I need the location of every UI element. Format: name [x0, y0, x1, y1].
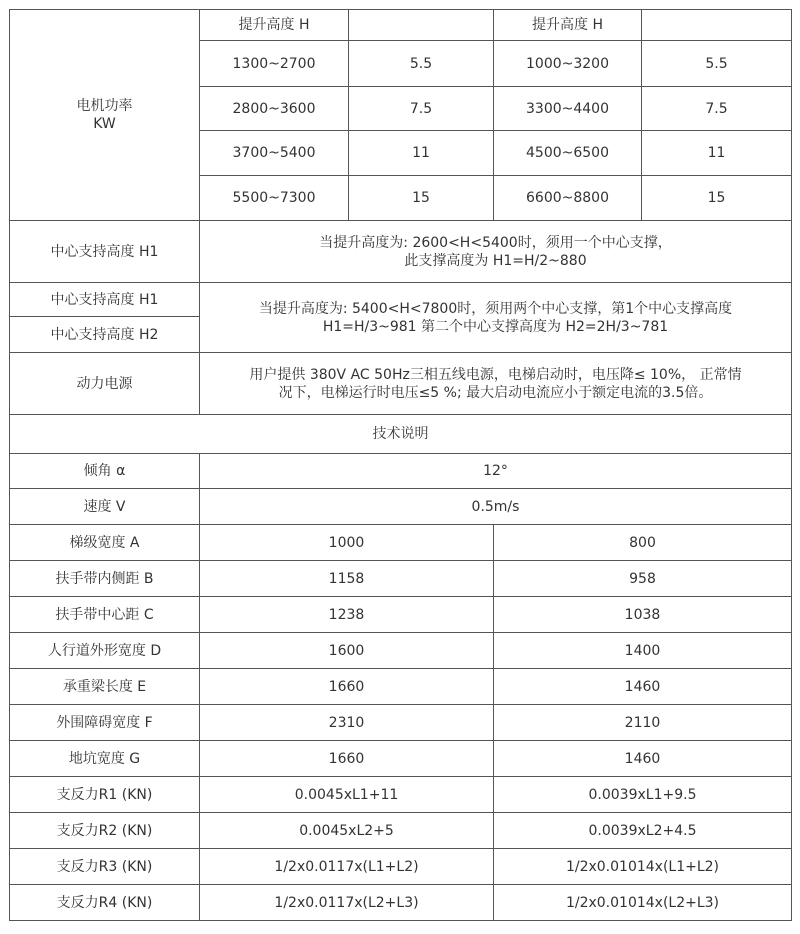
dim-row: [10, 813, 792, 849]
dim-label: 地坑宽度 G: [10, 741, 200, 777]
dim-value-1: 0.0045xL2+5: [200, 813, 494, 849]
dim-label: 人行道外形宽度 D: [10, 633, 200, 669]
dim-value-2: 0.0039xL1+9.5: [494, 777, 792, 813]
span-value: 0.5m/s: [200, 489, 792, 525]
dim-label: 支反力R4 (KN): [10, 885, 200, 921]
dim-label: 扶手带中心距 C: [10, 597, 200, 633]
right-kw: 11: [642, 131, 792, 176]
lift-height-header-right-value: [642, 10, 792, 41]
dim-value-2: 1/2x0.01014x(L1+L2): [494, 849, 792, 885]
dim-row: [10, 597, 792, 633]
support-two-row-1: [10, 283, 792, 317]
dim-row: [10, 669, 792, 705]
dim-value-1: 2310: [200, 705, 494, 741]
dim-value-2: 1460: [494, 669, 792, 705]
support-h1-note: [200, 221, 792, 283]
left-kw: 7.5: [349, 87, 494, 131]
support-h1-note-line1: 当提升高度为: 2600<H<5400时，须用一个中心支撑，: [319, 234, 672, 251]
dim-row: [10, 525, 792, 561]
power-supply-row: [10, 353, 792, 415]
dim-value-1: 1/2x0.0117x(L1+L2): [200, 849, 494, 885]
dim-value-1: 0.0045xL1+11: [200, 777, 494, 813]
dim-value-2: 1400: [494, 633, 792, 669]
power-supply-note: [200, 353, 792, 415]
right-range: 4500~6500: [494, 131, 642, 176]
left-range: 3700~5400: [200, 131, 349, 176]
lift-height-header-left: 提升高度 H: [200, 10, 349, 41]
right-kw: 7.5: [642, 87, 792, 131]
dim-value-1: 1238: [200, 597, 494, 633]
left-range: 5500~7300: [200, 176, 349, 221]
dim-label: 扶手带内侧距 B: [10, 561, 200, 597]
right-kw: 15: [642, 176, 792, 221]
support-h1-note-line2: 此支撑高度为 H1=H/2~880: [404, 252, 587, 269]
specification-table: [9, 9, 792, 921]
left-kw: 11: [349, 131, 494, 176]
left-range: 1300~2700: [200, 41, 349, 87]
dim-value-1: 1/2x0.0117x(L2+L3): [200, 885, 494, 921]
support-h1-label: 中心支持高度 H1: [10, 221, 200, 283]
dim-row: [10, 561, 792, 597]
span-label: 速度 V: [10, 489, 200, 525]
dim-value-2: 0.0039xL2+4.5: [494, 813, 792, 849]
dim-value-1: 1660: [200, 669, 494, 705]
dim-label: 梯级宽度 A: [10, 525, 200, 561]
dim-row: [10, 705, 792, 741]
dim-value-2: 1038: [494, 597, 792, 633]
dim-row: [10, 885, 792, 921]
right-range: 6600~8800: [494, 176, 642, 221]
right-range: 3300~4400: [494, 87, 642, 131]
tech-title: 技术说明: [10, 415, 792, 454]
support-two-h1-label: 中心支持高度 H1: [10, 283, 200, 317]
dim-value-2: 800: [494, 525, 792, 561]
support-h1-row: [10, 221, 792, 283]
span-row: [10, 454, 792, 489]
dim-label: 支反力R2 (KN): [10, 813, 200, 849]
dim-value-1: 1000: [200, 525, 494, 561]
left-range: 2800~3600: [200, 87, 349, 131]
dim-row: [10, 633, 792, 669]
tech-title-row: [10, 415, 792, 454]
span-label: 倾角 α: [10, 454, 200, 489]
dim-value-1: 1158: [200, 561, 494, 597]
left-kw: 5.5: [349, 41, 494, 87]
motor-power-label-line2: KW: [93, 116, 116, 132]
support-two-note-line1: 当提升高度为: 5400<H<7800时，须用两个中心支撑，第1个中心支撑高度: [258, 300, 733, 317]
dim-value-1: 1600: [200, 633, 494, 669]
span-value: 12°: [200, 454, 792, 489]
motor-power-label: [10, 10, 200, 221]
dim-value-1: 1660: [200, 741, 494, 777]
power-supply-label: 动力电源: [10, 353, 200, 415]
support-two-note: [200, 283, 792, 353]
support-two-note-line2: H1=H/3~981 第二个中心支撑高度为 H2=2H/3~781: [322, 318, 669, 335]
support-two-h2-label: 中心支持高度 H2: [10, 317, 200, 353]
motor-power-header-row: [10, 10, 792, 41]
motor-power-label-line1: 电机功率: [76, 98, 133, 114]
dim-label: 外围障碍宽度 F: [10, 705, 200, 741]
dim-value-2: 1/2x0.01014x(L2+L3): [494, 885, 792, 921]
power-supply-note-line2: 况下，电梯运行时电压≤5 %; 最大启动电流应小于额定电流的3.5倍。: [278, 384, 713, 401]
dim-label: 支反力R3 (KN): [10, 849, 200, 885]
power-supply-note-line1: 用户提供 380V AC 50Hz三相五线电源，电梯启动时，电压降≤ 10%， 正常情: [249, 366, 742, 383]
lift-height-header-left-value: [349, 10, 494, 41]
span-row: [10, 489, 792, 525]
dim-value-2: 958: [494, 561, 792, 597]
right-kw: 5.5: [642, 41, 792, 87]
dim-row: [10, 849, 792, 885]
left-kw: 15: [349, 176, 494, 221]
dim-row: [10, 741, 792, 777]
lift-height-header-right: 提升高度 H: [494, 10, 642, 41]
dim-row: [10, 777, 792, 813]
dim-label: 支反力R1 (KN): [10, 777, 200, 813]
dim-value-2: 1460: [494, 741, 792, 777]
dim-value-2: 2110: [494, 705, 792, 741]
dim-label: 承重梁长度 E: [10, 669, 200, 705]
right-range: 1000~3200: [494, 41, 642, 87]
